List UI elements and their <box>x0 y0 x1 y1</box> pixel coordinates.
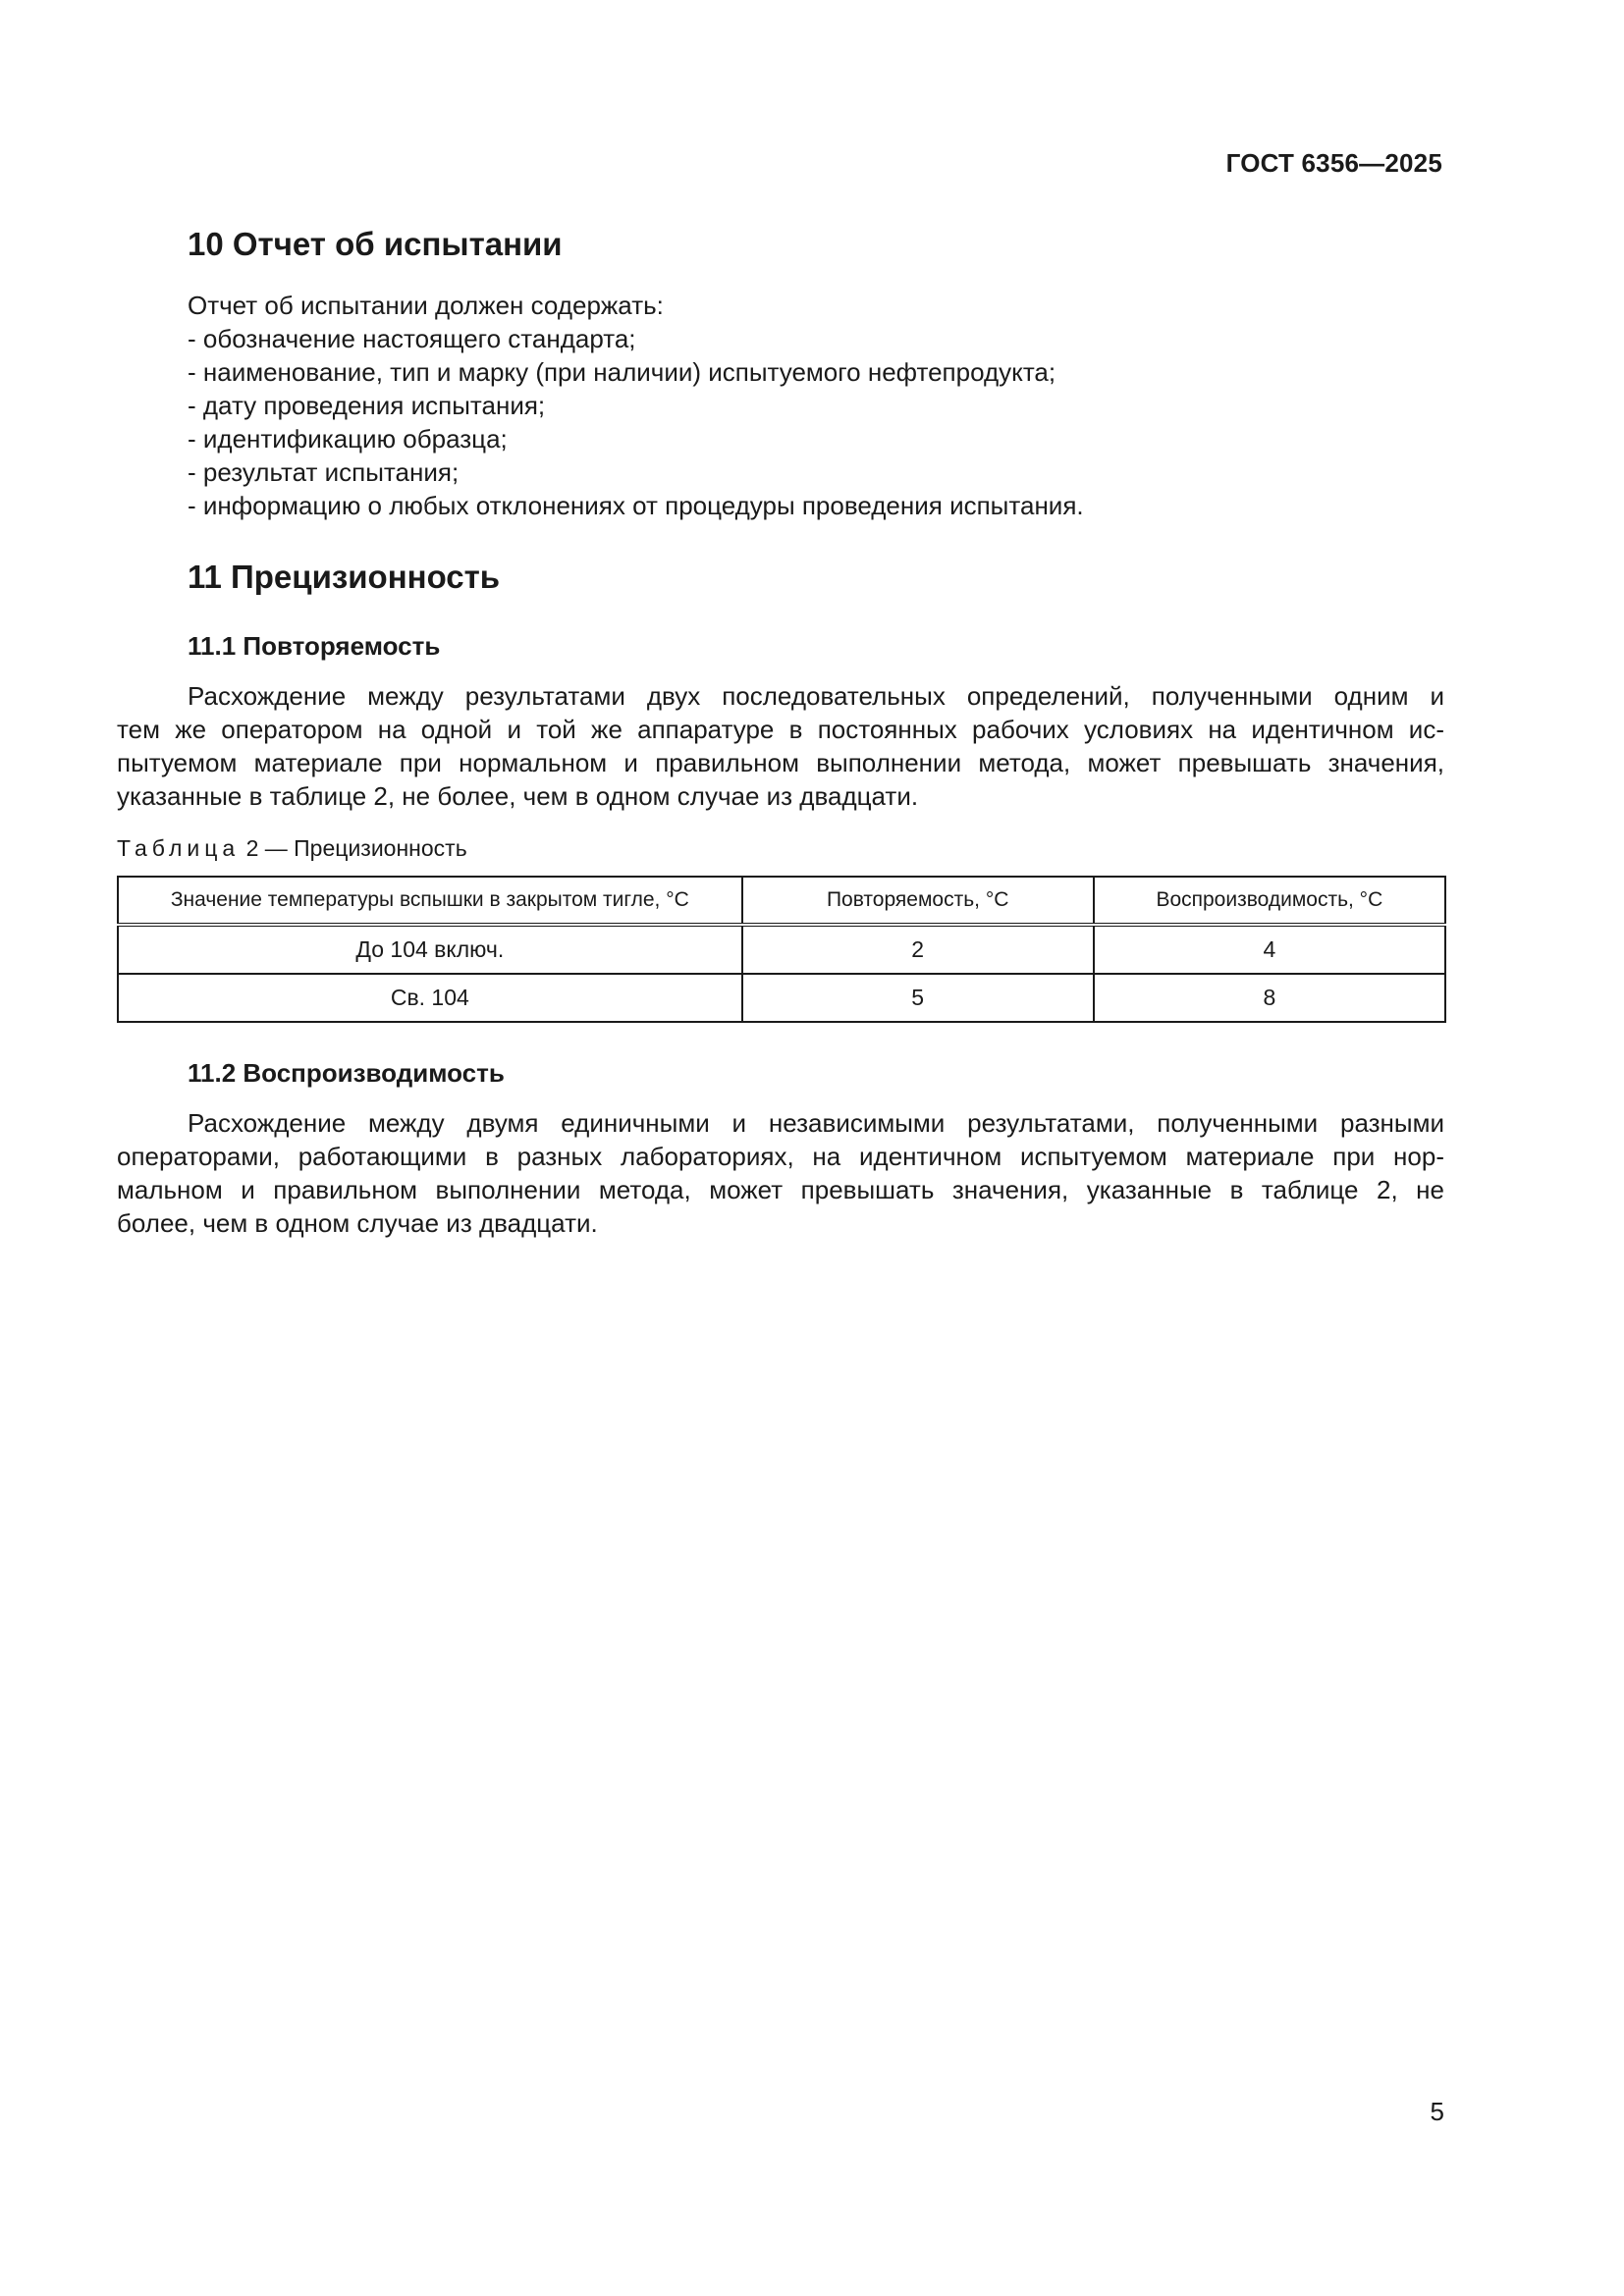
table-cell: Св. 104 <box>118 974 742 1022</box>
paragraph-line: более, чем в одном случае из двадцати. <box>117 1208 598 1238</box>
paragraph-line: мальном и правильном выполнении метода, может превышать значения, указанные в таблице 2, не <box>117 1175 1444 1204</box>
table-caption <box>117 835 467 862</box>
paragraph-line: тем же оператором на одной и той же аппаратуре в постоянных рабочих условиях на идентичном ис- <box>117 715 1444 744</box>
section-10-title: 10 Отчет об испытании <box>188 226 563 262</box>
table-row <box>118 925 1445 974</box>
paragraph-line: пытуемом материале при нормальном и правильном выполнении метода, может превышать значения, <box>117 748 1444 777</box>
paragraph-line: Расхождение между двумя единичными и независимыми результатами, полученными разными <box>188 1108 1444 1138</box>
paragraph-line: операторами, работающими в разных лабораториях, на идентичном испытуемом материале при нор- <box>117 1142 1444 1171</box>
table-cell: 8 <box>1094 974 1445 1022</box>
subsection-11-2-title: 11.2 Воспроизводимость <box>188 1058 505 1088</box>
table-cell: 5 <box>742 974 1094 1022</box>
paragraph-line: указанные в таблице 2, не более, чем в одном случае из двадцати. <box>117 781 919 811</box>
section-11-title: 11 Прецизионность <box>188 559 501 595</box>
table-cell: До 104 включ. <box>118 925 742 974</box>
table-cell: 2 <box>742 925 1094 974</box>
section-10-intro: Отчет об испытании должен содержать: <box>188 291 664 320</box>
list-item: - идентификацию образца; <box>188 424 508 454</box>
list-item: - наименование, тип и марку (при наличии) испытуемого нефтепродукта; <box>188 357 1056 387</box>
paragraph-line: Расхождение между результатами двух последовательных определений, полученными одним и <box>188 681 1444 711</box>
list-item: - дату проведения испытания; <box>188 391 546 420</box>
list-item: - обозначение настоящего стандарта; <box>188 324 636 353</box>
table-row <box>118 974 1445 1022</box>
table-header-row <box>118 877 1445 925</box>
table-cell: 4 <box>1094 925 1445 974</box>
table-header-cell: Повторяемость, °С <box>742 877 1094 925</box>
table-header-cell: Воспроизводимость, °С <box>1094 877 1445 925</box>
document-code: ГОСТ 6356—2025 <box>1225 148 1442 178</box>
page-number: 5 <box>1430 2097 1444 2126</box>
table-header-cell: Значение температуры вспышки в закрытом тигле, °С <box>118 877 742 925</box>
repeatability-paragraph <box>117 679 1444 813</box>
list-item: - информацию о любых отклонениях от процедуры проведения испытания. <box>188 491 1084 520</box>
subsection-11-1-title: 11.1 Повторяемость <box>188 631 441 661</box>
section-10-content <box>188 289 1444 522</box>
reproducibility-paragraph <box>117 1106 1444 1240</box>
table-caption-text: 2 — Прецизионность <box>245 835 467 861</box>
table-caption-label: Таблица <box>117 835 241 861</box>
list-item: - результат испытания; <box>188 457 460 487</box>
precision-table <box>117 876 1446 1023</box>
